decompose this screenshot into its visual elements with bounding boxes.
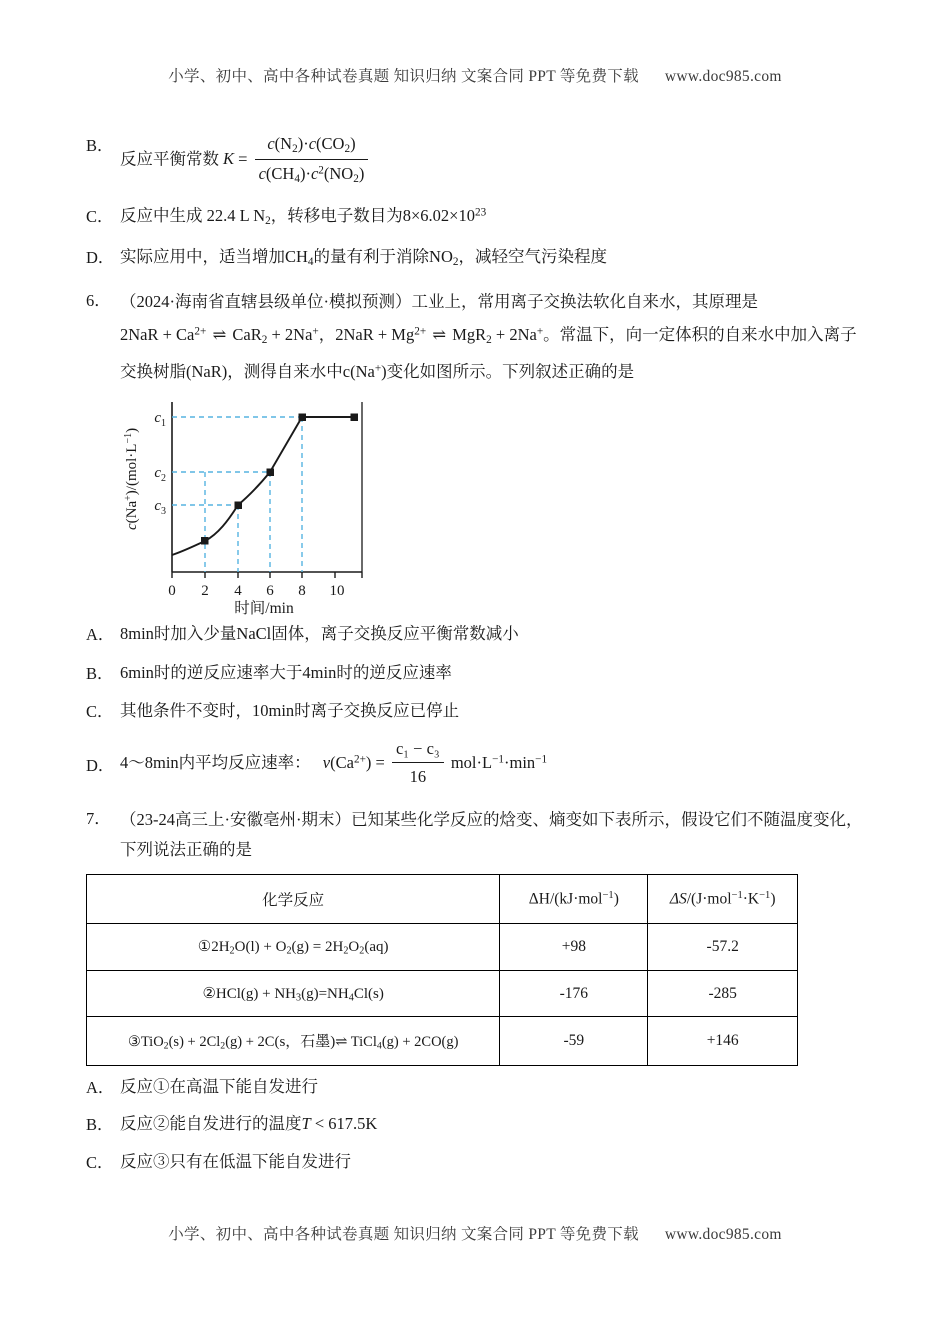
header-delta-s: $\Delta S/(J\cdot mol^{-1}\cdot K^{-1})$	[648, 875, 798, 924]
data-point-6min	[267, 469, 275, 477]
ytick-c2: $c_2$	[154, 465, 166, 485]
q6a-text2: 固体，离子交换反应平衡常数减小	[271, 624, 519, 644]
reaction-2-dh: -176	[500, 970, 648, 1017]
question-7-source: （23-24高三上·安徽亳州·期末）	[120, 809, 351, 829]
q6-option-d	[86, 737, 872, 791]
q6c-time: 10min	[252, 701, 295, 721]
concentration-curve	[172, 417, 354, 555]
data-point-4min	[235, 502, 243, 510]
q6-option-b-tag: B．	[86, 663, 114, 683]
question-6-stem2: 。常温下，向一定体积的自来水中加入离子	[543, 325, 857, 345]
data-point-8min	[299, 414, 307, 422]
q5-equals: =	[238, 149, 248, 169]
header-reaction: 化学反应	[87, 875, 500, 924]
q5-d-text1: 实际应用中，适当增加	[120, 246, 285, 266]
q6-option-a	[86, 621, 872, 647]
data-point-end	[351, 414, 359, 422]
q5-k-fraction	[255, 131, 369, 188]
ytick-c1: $c_1$	[154, 410, 166, 430]
table-header-row	[87, 875, 798, 924]
reaction-3-ds: +146	[648, 1017, 798, 1065]
chart-svg	[114, 400, 414, 615]
page-header	[0, 64, 950, 86]
x-tick-labels	[168, 583, 344, 599]
q5-option-d	[86, 244, 872, 271]
q7b-temperature-symbol: T	[301, 1114, 311, 1134]
xtick-6: 6	[266, 583, 274, 600]
q6b-time2: 4min	[302, 662, 337, 682]
q5-option-b-body	[120, 132, 872, 189]
equilibrium-arrow-icon-2: ⇌	[432, 325, 447, 345]
stem3-a: 交换树脂	[120, 362, 186, 382]
q7b-text1: 反应②能自发进行的温度	[120, 1114, 302, 1134]
y-axis-label: $c(Na^+)/(mol\cdot L^{-1})$	[123, 427, 140, 531]
table-row	[87, 1017, 798, 1065]
question-7-body	[120, 805, 872, 864]
reaction-1-equation: $2H_2O(l) + O_2(g) = 2H_2O_2(aq)$	[211, 939, 389, 957]
q7-option-c-tag: C．	[86, 1152, 114, 1172]
q5-k-symbol: K	[223, 149, 235, 169]
question-7-number: 7．	[86, 808, 111, 828]
q5-option-b-prefix: 反应平衡常数	[120, 149, 219, 169]
footer-text: 小学、初中、高中各种试卷真题 知识归纳 文案合同 PPT 等免费下载	[168, 1226, 639, 1243]
q6b-text2: 时的逆反应速率	[336, 662, 452, 682]
q6d-unit: mol·L	[450, 752, 493, 772]
q5-c-text2: ，转移电子数目为	[270, 206, 403, 226]
question-6-number: 6．	[86, 290, 111, 310]
question-6-body	[120, 287, 872, 390]
q7-option-a-tag: A．	[86, 1077, 115, 1097]
question-6-source: （2024·海南省直辖县级单位·模拟预测）	[120, 291, 412, 311]
x-axis-label: 时间/min	[234, 600, 294, 616]
question-7	[86, 805, 872, 864]
q7-option-a-body: 反应①在高温下能自发进行	[120, 1076, 318, 1096]
q6a-time: 8min	[120, 624, 154, 644]
q5-c-text1: 反应中生成 22.4 L	[120, 206, 250, 226]
xtick-10: 10	[329, 583, 345, 600]
reaction-1-id: ①	[197, 939, 212, 956]
ion-exchange-eq-ca: $2NaR + Ca^{2+}$ ⇌ CaR$_2$ + 2Na+	[120, 325, 319, 347]
q6-option-b	[86, 660, 872, 686]
resin-formula: NaR	[191, 362, 222, 382]
q5-d-no2: $NO_2$	[429, 246, 459, 268]
reaction-3-equation: $TiO_2(s) + 2Cl_2(g) + 2C(s$，石墨)⇌ TiCl$_4$(g) + 2CO(g)	[140, 1034, 459, 1052]
q6-option-c-tag: C．	[86, 702, 114, 722]
q5-option-c	[86, 203, 872, 230]
q5-option-b-tag: B．	[86, 136, 114, 155]
ion-exchange-eq-mg: $2NaR + Mg^{2+}$ ⇌ MgR$_2$ + 2Na+	[335, 325, 544, 347]
q6-option-a-tag: A．	[86, 625, 115, 645]
q7-option-b	[86, 1111, 872, 1137]
guide-lines	[172, 417, 302, 572]
question-6	[86, 287, 872, 390]
na-concentration-chart	[114, 400, 414, 615]
document-content	[86, 132, 872, 1188]
q7-option-a	[86, 1074, 872, 1100]
q6b-text1: 时的逆反应速率大于	[153, 662, 303, 682]
q7-option-b-body	[120, 1111, 872, 1137]
q5-d-text3: ，减轻空气污染程度	[458, 246, 607, 266]
q6d-range: 4～8min	[120, 752, 179, 772]
reaction-2-ds: -285	[648, 970, 798, 1017]
table-row	[87, 970, 798, 1017]
reaction-2-id: ②	[202, 985, 216, 1002]
q6-option-d-tag: D．	[86, 755, 115, 775]
q6-option-a-body	[120, 621, 872, 647]
q6d-rate-formula: $v(Ca^{2+})$ = $\frac{\text{c₁ − c₃}}{16}$ $mol\cdot L^{-1}\cdot\min^{-1}$	[323, 753, 547, 772]
q5-k-numerator: $c(N_2)\cdot c(CO_2)$	[267, 134, 356, 155]
header-delta-h: ΔH/(kJ·mol$^{-1}$)	[500, 875, 648, 924]
q6-option-c	[86, 698, 872, 724]
data-point-2min	[201, 537, 209, 545]
q5-d-ch4: $CH_4$	[285, 246, 314, 268]
page-footer	[0, 1222, 950, 1244]
thermodynamics-table	[86, 874, 798, 1066]
reaction-3-dh: -59	[500, 1017, 648, 1065]
na-concentration: c(Na+)	[342, 362, 387, 382]
equilibrium-arrow-icon: ⇌	[212, 325, 227, 345]
reaction-1-ds: -57.2	[648, 924, 798, 971]
q6-option-d-body	[120, 737, 872, 791]
xtick-4: 4	[234, 583, 242, 600]
reaction-2-equation: $HCl(g) + NH_3(g)=NH_4Cl(s)$	[215, 985, 384, 1004]
q6-option-c-body	[120, 698, 872, 724]
x-tick-marks	[172, 572, 362, 578]
q6a-nacl: NaCl	[236, 624, 272, 644]
q6d-numerator: c₁ − c₃	[395, 738, 440, 758]
q6c-text1: 其他条件不变时，	[120, 701, 252, 721]
xtick-2: 2	[201, 583, 209, 600]
stem3-c: 变化如图所示。下列叙述正确的是	[386, 362, 635, 382]
q5-k-denominator: $c(CH_4)\cdot c^2(NO_2)$	[255, 159, 369, 188]
eq-comma: ，	[318, 325, 336, 345]
q6d-fraction	[392, 736, 444, 790]
header-url: www.doc985.com	[664, 68, 782, 85]
question-6-stem3: 交换树脂(NaR)，测得自来水中c(Na+)变化如图所示。下列叙述正确的是	[120, 362, 635, 382]
y-tick-labels	[154, 410, 166, 517]
table-row	[87, 924, 798, 971]
stem3-b: ，测得自来水中	[227, 362, 343, 382]
reaction-1	[87, 924, 500, 971]
q6b-time1: 6min	[120, 662, 154, 682]
reaction-1-dh: +98	[500, 924, 648, 971]
question-6-stem1: 工业上，常用离子交换法软化自来水，其原理是	[411, 291, 758, 311]
q5-option-d-body	[120, 244, 872, 271]
q5-c-n2: $N_2$	[253, 206, 271, 228]
q7-option-c	[86, 1149, 872, 1175]
q5-d-text2: 的量有利于消除	[313, 246, 430, 266]
footer-url: www.doc985.com	[664, 1226, 782, 1243]
reaction-2	[87, 970, 500, 1017]
q6c-text2: 时离子交换反应已停止	[294, 701, 460, 721]
q5-option-d-tag: D．	[86, 247, 115, 267]
reaction-3	[87, 1017, 500, 1065]
q6a-text1: 时加入少量	[153, 624, 237, 644]
q5-option-c-tag: C．	[86, 207, 114, 227]
q7-option-b-tag: B．	[86, 1115, 114, 1135]
q5-option-c-body	[120, 203, 872, 230]
q5-option-b	[86, 132, 872, 189]
q6d-denominator: 16	[392, 762, 444, 790]
q6-option-b-body	[120, 660, 872, 686]
ytick-c3: $c_3$	[154, 498, 166, 518]
xtick-0: 0	[168, 583, 176, 600]
question-6-equations	[120, 318, 872, 353]
q7b-text2: < 617.5K	[314, 1114, 378, 1134]
xtick-8: 8	[298, 583, 306, 600]
header-text: 小学、初中、高中各种试卷真题 知识归纳 文案合同 PPT 等免费下载	[168, 68, 639, 85]
reaction-3-id: ③	[127, 1034, 141, 1051]
q7-option-c-body: 反应③只有在低温下能自发进行	[120, 1151, 351, 1171]
q6d-text1: 内平均反应速率：	[178, 752, 311, 772]
question-7-stem: 已知某些化学反应的焓变、熵变如下表所示，假设它们不随温度变化，下列说法正确的是	[120, 809, 863, 859]
q5-c-value: $8\times 6.02\times 10^{23}$	[402, 206, 487, 226]
